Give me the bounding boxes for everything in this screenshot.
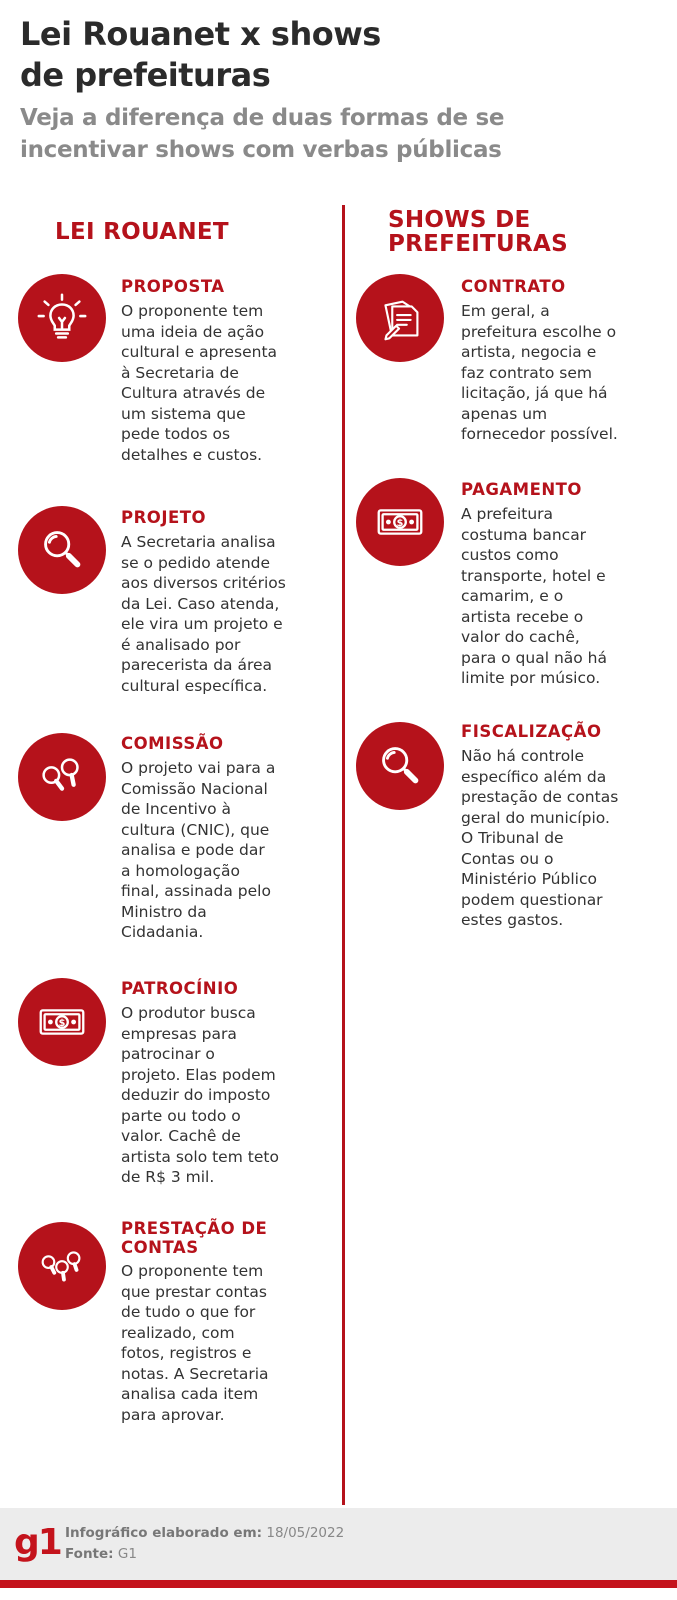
lightbulb-icon [18,274,106,362]
item-title: PROJETO [121,508,207,527]
contract-icon [356,274,444,362]
money-bill-icon [356,478,444,566]
item-body: O proponente tem que prestar contas de tudo o que for realizado, com fotos, registros e notas. A Secretaria analisa cada item para aprovar. [121,1262,269,1424]
left-column-title: LEI ROUANET [55,219,229,245]
item-title: PRESTAÇÃO DE CONTAS [121,1219,268,1257]
date-credit [65,1525,344,1541]
item-title: CONTRATO [461,277,566,296]
page-title: Lei Rouanet x shows de prefeituras [20,15,381,94]
two-magnifiers-icon [18,733,106,821]
money-bill-icon [18,978,106,1066]
magnifier-icon [18,506,106,594]
date-label: Infográfico elaborado em: [65,1525,263,1541]
item-title: COMISSÃO [121,734,224,753]
source-label: Fonte: [65,1546,114,1562]
source-value: G1 [117,1546,137,1562]
item-title: FISCALIZAÇÃO [461,722,602,741]
magnifier-icon [356,722,444,810]
item-title: PATROCÍNIO [121,979,239,998]
item-body: Em geral, a prefeitura escolhe o artista, negocia e faz contrato sem licitação, já que há apenas um fornecedor possível. [461,302,618,443]
g1-logo: g1 [14,1522,61,1563]
item-title: PROPOSTA [121,277,225,296]
page-subtitle: Veja a diferença de duas formas de se incentivar shows com verbas públicas [20,105,505,163]
item-body: O produtor busca empresas para patrocinar o projeto. Elas podem deduzir do imposto parte ou todo o valor. Cachê de artista solo tem teto de R$ 3 mil. [121,1004,279,1186]
source-credit [65,1546,137,1562]
item-body: A prefeitura costuma bancar custos como transporte, hotel e camarim, e o artista recebe o valor do cachê, para o qual não há limite por músico. [461,505,607,687]
footer [0,1508,677,1588]
item-body: O proponente tem uma ideia de ação cultural e apresenta à Secretaria de Cultura através de um sistema que pede todos os detalhes e custos. [121,302,278,464]
item-body: O projeto vai para a Comissão Nacional de Incentivo à cultura (CNIC), que analisa e pode dar a homologação final, assinada pelo Ministro da Cidadania. [121,759,276,941]
svg-text:$: $ [58,1017,66,1029]
svg-text:$: $ [396,517,404,529]
footer-accent-bar [0,1580,677,1588]
header [20,14,660,166]
column-divider [342,205,345,1505]
item-title: PAGAMENTO [461,480,582,499]
date-value: 18/05/2022 [266,1525,345,1541]
item-body: A Secretaria analisa se o pedido atende aos diversos critérios da Lei. Caso atenda, ele vira um projeto e é analisado por parecerista da área cultural específica. [121,533,286,695]
item-body: Não há controle específico além da prestação de contas geral do município. O Tribunal de Contas ou o Ministério Público podem questionar estes gastos. [461,747,619,929]
three-magnifiers-icon [18,1222,106,1310]
right-column-title: SHOWS DE PREFEITURAS [388,207,569,257]
